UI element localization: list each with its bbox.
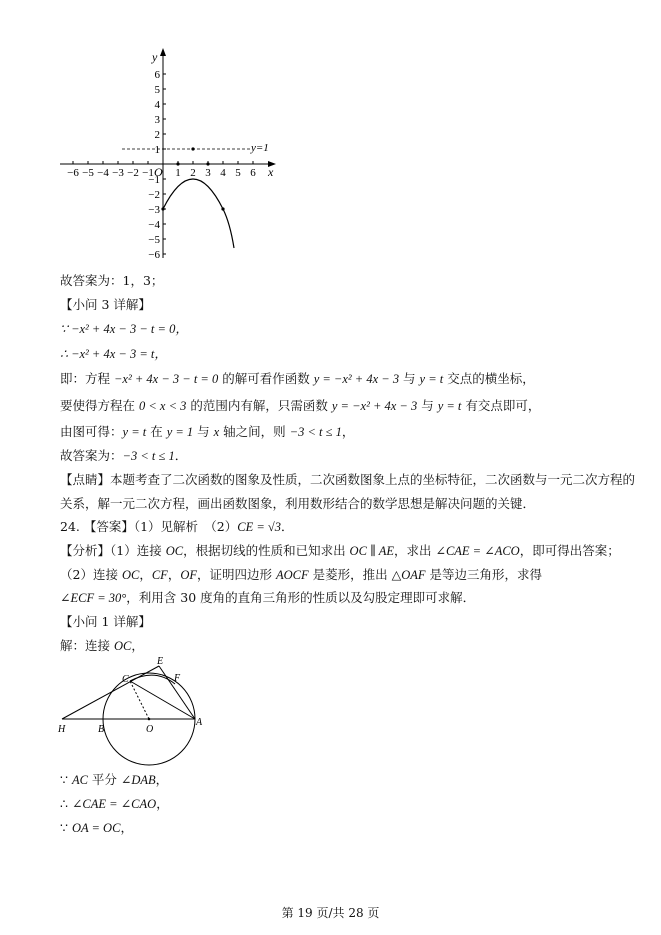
x-tick-label: 5: [235, 167, 241, 179]
parabola-curve: [163, 179, 234, 248]
text: 是菱形，推出: [308, 567, 392, 582]
text: 交点的横坐标，: [443, 371, 535, 386]
label-h: H: [58, 724, 66, 735]
y-tick-label: 4: [154, 99, 160, 111]
point-3-0: [206, 162, 209, 165]
solution-line-1: [60, 637, 144, 655]
y-tick-label: 6: [154, 69, 160, 81]
math: −3 < t ≤ 1: [122, 449, 175, 463]
parabola-graph: [55, 45, 285, 265]
x-tick-label: 3: [205, 167, 211, 179]
text: 有交点即可，: [461, 398, 541, 413]
text: 与: [193, 424, 214, 439]
y-tick-label: 2: [154, 129, 160, 141]
analysis-line-3: [60, 589, 475, 607]
x-tick-label: −5: [82, 167, 94, 179]
math: y = 1: [166, 425, 194, 439]
math: 0 < x < 3: [138, 399, 187, 413]
text: ，: [139, 567, 152, 582]
solution-line-3: [60, 795, 169, 813]
y-tick-label: −3: [148, 204, 160, 216]
math: −x² + 4x − 3 − t = 0: [113, 372, 219, 386]
equation-line-2: [60, 345, 167, 363]
math: x: [213, 425, 220, 439]
text: 【小问 1 详解】: [60, 614, 151, 629]
math: ∠CAE = ∠CAO: [71, 797, 157, 811]
math: CF: [151, 568, 168, 582]
text: ∵: [60, 772, 72, 787]
text: 24. 【答案】（1）见解析 （2）: [60, 519, 238, 534]
math: OC: [113, 639, 132, 653]
text: 关系，解一元二次方程，画出函数图象，利用数形结合的数学思想是解决问题的关键．: [60, 496, 536, 511]
text: 在: [146, 424, 167, 439]
answer-line-1: [60, 272, 163, 290]
line-y-equals-1-label: y=1: [251, 142, 269, 154]
text: 解：连接: [60, 638, 114, 653]
text: 由图可得：: [60, 424, 123, 439]
answer-line-2: [60, 447, 187, 465]
math: ∠DAB: [120, 773, 156, 787]
text: ，证明四边形: [197, 567, 276, 582]
x-tick-label: −2: [127, 167, 139, 179]
remark-line-2: [60, 495, 535, 513]
analysis-line-1: [60, 542, 620, 560]
text: 即：方程: [60, 371, 114, 386]
label-f: F: [174, 673, 181, 684]
x-tick-label: −1: [142, 167, 154, 179]
label-c: C: [122, 674, 129, 685]
text: 轴之间，则: [219, 424, 290, 439]
math: AOCF: [275, 568, 309, 582]
center-point: [148, 718, 151, 721]
label-o: O: [146, 724, 154, 735]
text: ，利用含 30 度角的直角三角形的性质以及勾股定理即可求解．: [126, 590, 476, 605]
math: OC: [121, 568, 140, 582]
y-tick-label: −1: [148, 174, 160, 186]
x-tick-label: 2: [190, 167, 196, 179]
math: OC ∥ AE: [349, 544, 394, 558]
math: OA = OC: [71, 821, 121, 835]
math: ∠CAE = ∠ACO: [435, 544, 520, 558]
label-e: E: [157, 656, 164, 667]
section-heading-q3: [60, 296, 151, 314]
text: 是等边三角形，求得: [425, 567, 542, 582]
text: ．: [174, 448, 188, 463]
x-tick-label: −4: [97, 167, 109, 179]
text: ，: [155, 772, 169, 787]
x-tick-label: 1: [175, 167, 181, 179]
math: y = t: [419, 372, 444, 386]
y-tick-label: 1: [154, 144, 160, 156]
section-heading-q1: [60, 613, 151, 631]
text: ，: [131, 638, 144, 653]
text: 的解可看作函数: [218, 371, 314, 386]
text: 与: [417, 398, 438, 413]
explanation-line-1: [60, 370, 535, 388]
math: △OAF: [391, 568, 426, 582]
text: ．: [281, 519, 294, 534]
text: ，求出: [393, 543, 436, 558]
text: 与: [399, 371, 420, 386]
y-tick-label: 5: [154, 84, 160, 96]
math: y = t: [437, 399, 462, 413]
text: ，: [120, 820, 133, 835]
y-tick-label: −5: [148, 234, 160, 246]
point-vertex: [191, 147, 194, 150]
text: ∴: [60, 796, 72, 811]
text: 要使得方程在: [60, 398, 139, 413]
math: OF: [180, 568, 197, 582]
text: ，: [341, 424, 355, 439]
text: 平分: [87, 772, 121, 787]
point-1-0: [176, 162, 179, 165]
segment-hc-tangent: [62, 666, 159, 719]
solution-line-2: [60, 771, 168, 789]
y-axis-label: y: [152, 50, 158, 64]
y-tick-label: 3: [154, 114, 160, 126]
y-tick-label: −2: [148, 189, 160, 201]
math: ∠ECF = 30°: [60, 591, 127, 605]
solution-line-4: [60, 819, 133, 837]
text: ∴ −x² + 4x − 3 = t，: [60, 347, 167, 361]
point-4-neg3: [221, 207, 224, 210]
x-tick-label: −6: [67, 167, 79, 179]
explanation-line-3: [60, 423, 354, 441]
math: CE = √3: [237, 520, 282, 534]
text: ，: [156, 796, 169, 811]
y-axis-arrow: [160, 48, 166, 56]
x-tick-label: 6: [250, 167, 256, 179]
text: ∵ −x² + 4x − 3 − t = 0，: [60, 322, 188, 336]
label-a: A: [196, 717, 203, 728]
math: AC: [71, 773, 88, 787]
text: 【小问 3 详解】: [60, 297, 151, 312]
page-footer: 第 19 页/共 28 页: [281, 906, 380, 920]
explanation-line-2: [60, 397, 540, 415]
text: 【分析】（1）连接: [60, 543, 166, 558]
origin-label: O: [154, 165, 163, 179]
y-tick-label: −4: [148, 219, 160, 231]
text: 的范围内有解，只需函数: [186, 398, 332, 413]
q24-answer-line: [60, 518, 294, 536]
circle-geometry-figure: [55, 655, 215, 770]
text: ，: [167, 567, 181, 582]
text: ，根据切线的性质和已知求出: [183, 543, 350, 558]
text: ∵: [60, 820, 72, 835]
equation-line-1: [60, 320, 188, 338]
analysis-line-2: [60, 566, 542, 584]
text: 故答案为：: [60, 448, 123, 463]
x-axis-label: x: [268, 165, 274, 179]
remark-line-1: [60, 471, 635, 489]
point-0-neg3: [161, 207, 164, 210]
arc-cf: [130, 675, 175, 684]
math: y = t: [122, 425, 147, 439]
text: （2）连接: [60, 567, 122, 582]
math: y = −x² + 4x − 3: [331, 399, 418, 413]
text: 【点睛】本题考查了二次函数的图象及性质，二次函数图象上点的坐标特征，二次函数与一元二次方程的: [60, 472, 636, 487]
label-b: B: [98, 724, 105, 735]
text: ，即可得出答案；: [519, 543, 620, 558]
math: y = −x² + 4x − 3: [313, 372, 400, 386]
math: OC: [165, 544, 184, 558]
y-tick-label: −6: [148, 249, 160, 261]
x-tick-label: −3: [112, 167, 124, 179]
text: 故答案为：1，3；: [60, 273, 164, 288]
math: −3 < t ≤ 1: [289, 425, 342, 439]
x-tick-label: 4: [220, 167, 226, 179]
